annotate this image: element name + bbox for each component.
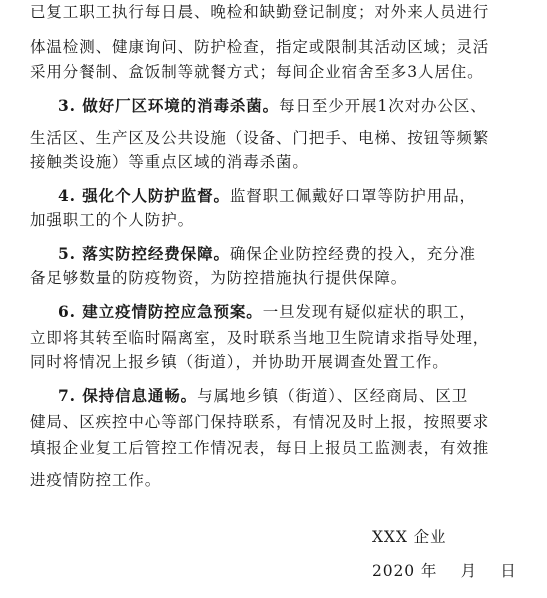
paragraph-line bbox=[30, 438, 489, 458]
paragraph-line bbox=[30, 37, 489, 57]
paragraph-line bbox=[30, 2, 489, 22]
section-heading: 6. 建立疫情防控应急预案。 bbox=[58, 302, 263, 321]
paragraph-line bbox=[30, 352, 449, 372]
body-text: 立即将其转至临时隔离室，及时联系当地卫生院请求指导处理， bbox=[30, 329, 490, 347]
paragraph-line bbox=[58, 96, 487, 116]
section-heading: 4. 强化个人防护监督。 bbox=[58, 186, 230, 205]
paragraph-line bbox=[58, 244, 476, 264]
body-text: 确保企业防控经费的投入，充分准 bbox=[229, 245, 476, 263]
paragraph-line bbox=[30, 268, 407, 288]
paragraph-line bbox=[30, 470, 161, 490]
body-text: 生活区、生产区及公共设施（设备、门把手、电梯、按钮等频繁 bbox=[30, 129, 490, 147]
paragraph-line bbox=[30, 210, 194, 230]
body-text: 加强职工的个人防护。 bbox=[30, 211, 195, 229]
body-text: 接触类设施）等重点区域的消毒杀菌。 bbox=[30, 153, 309, 171]
section-heading: 7. 保持信息通畅。 bbox=[58, 386, 198, 405]
body-text: 采用分餐制、盒饭制等就餐方式；每间企业宿舍至多3人居住。 bbox=[30, 63, 484, 81]
paragraph-line bbox=[30, 152, 309, 172]
paragraph-line bbox=[58, 386, 468, 406]
body-text: 备足够数量的防疫物资，为防控措施执行提供保障。 bbox=[30, 269, 408, 287]
paragraph-line bbox=[30, 128, 489, 148]
body-text: 一旦发现有疑似症状的职工， bbox=[262, 303, 476, 321]
body-text: 与属地乡镇（街道）、区经商局、区卫 bbox=[197, 387, 469, 405]
paragraph-line bbox=[58, 302, 476, 322]
paragraph-line bbox=[30, 62, 484, 82]
signature-company: XXX 企业 bbox=[372, 528, 447, 546]
body-text: 进疫情防控工作。 bbox=[30, 471, 162, 489]
paragraph-line bbox=[58, 186, 476, 206]
signature-date: 2020 年 月 日 bbox=[372, 562, 517, 580]
body-text: 监督职工佩戴好口罩等防护用品， bbox=[229, 187, 476, 205]
paragraph-line bbox=[30, 328, 489, 348]
body-text: 体温检测、健康询问、防护检查，指定或限制其活动区域；灵活 bbox=[30, 38, 490, 56]
paragraph-line bbox=[30, 412, 489, 432]
body-text: 已复工职工执行每日晨、晚检和缺勤登记制度；对外来人员进行 bbox=[30, 3, 490, 21]
section-heading: 3. 做好厂区环境的消毒杀菌。 bbox=[58, 96, 280, 115]
section-heading: 5. 落实防控经费保障。 bbox=[58, 244, 230, 263]
body-text: 填报企业复工后管控工作情况表，每日上报员工监测表，有效推 bbox=[30, 439, 490, 457]
body-text: 同时将情况上报乡镇（街道），并协助开展调查处置工作。 bbox=[30, 353, 449, 371]
body-text: 健局、区疾控中心等部门保持联系，有情况及时上报，按照要求 bbox=[30, 413, 490, 431]
body-text: 每日至少开展1次对办公区、 bbox=[279, 97, 487, 115]
